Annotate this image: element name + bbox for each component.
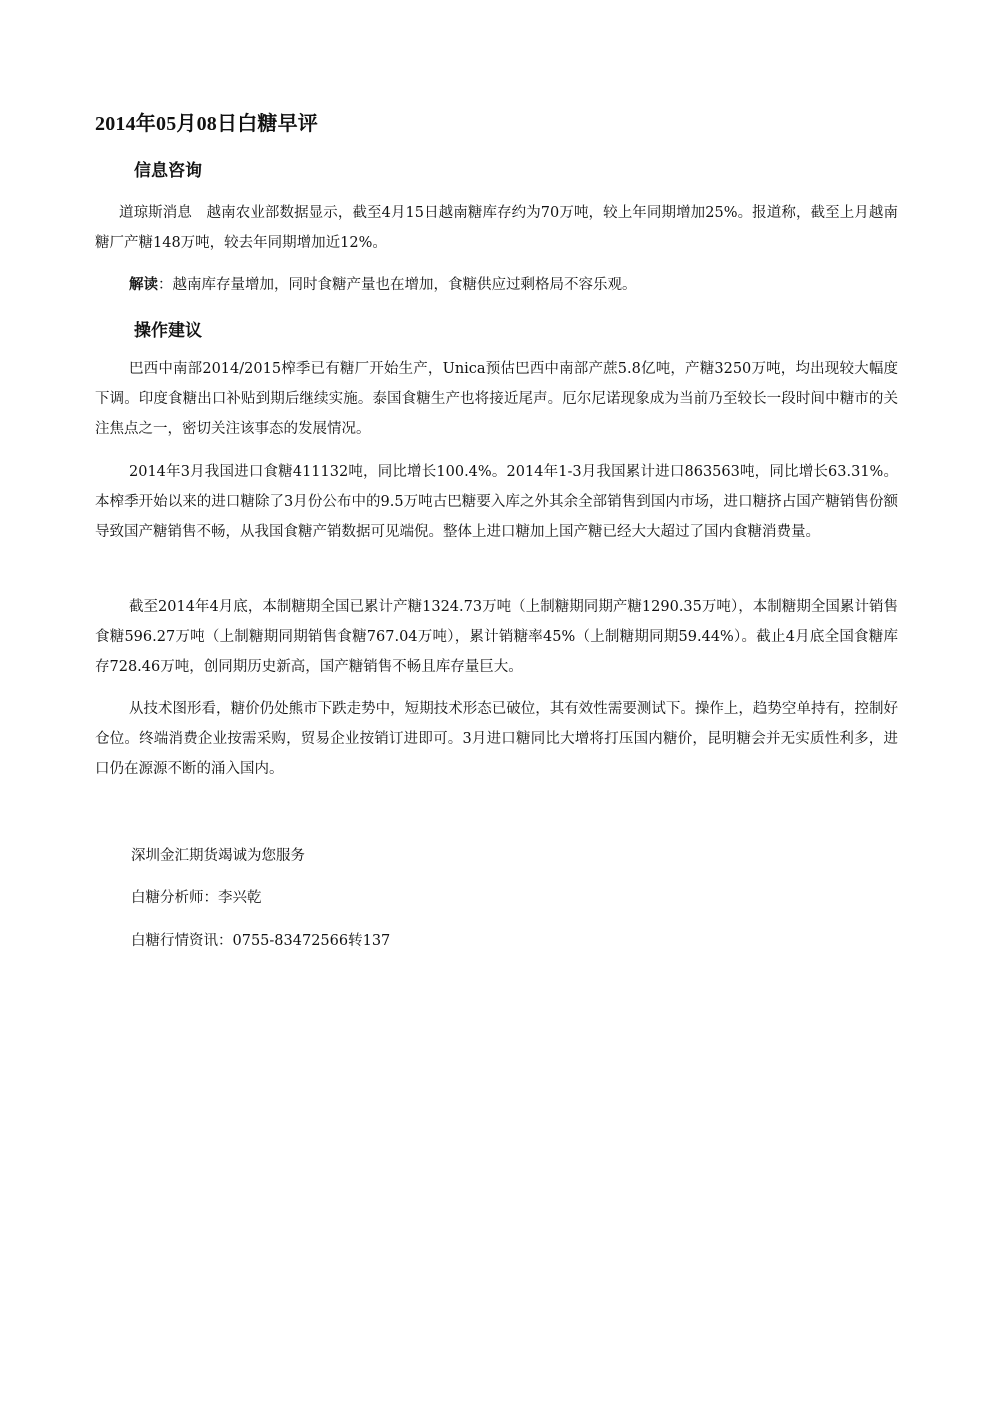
interpretation bbox=[129, 270, 637, 300]
advice-paragraph-4: 从技术图形看，糖价仍处熊市下跌走势中，短期技术形态已破位，其有效性需要测试下。操作上，趋势空单持有，控制好仓位。终端消费企业按需采购，贸易企业按销订进即可。3月进口糖同比大增将打压国内糖价，昆明糖会并无实质性利多，进口仍在源源不断的涌入国内。 bbox=[95, 701, 898, 777]
advice-paragraph-1: 巴西中南部2014/2015榨季已有糖厂开始生产，Unica预估巴西中南部产蔗5.8亿吨，产糖3250万吨，均出现较大幅度下调。印度食糖出口补贴到期后继续实施。泰国食糖生产也将接近尾声。厄尔尼诺现象成为当前乃至较长一段时间中糖市的关注焦点之一，密切关注该事态的发展情况。 bbox=[95, 361, 898, 437]
footer-service: 深圳金汇期货竭诚为您服务 bbox=[131, 848, 305, 864]
info-paragraph: 道琼斯消息 越南农业部数据显示，截至4月15日越南糖库存约为70万吨，较上年同期增加25%。报道称，截至上月越南糖厂产糖148万吨，较去年同期增加近12%。 bbox=[95, 205, 898, 251]
interpretation-label: 解读 bbox=[129, 276, 158, 293]
advice-paragraph-2: 2014年3月我国进口食糖411132吨，同比增长100.4%。2014年1-3月我国累计进口863563吨，同比增长63.31%。本榨季开始以来的进口糖除了3月份公布中的9.5万吨古巴糖要入库之外其余全部销售到国内市场，进口糖挤占国产糖销售份额导致国产糖销售不畅，从我国食糖产销数据可见端倪。整体上进口糖加上国产糖已经大大超过了国内食糖消费量。 bbox=[95, 464, 898, 540]
footer-contact: 白糖行情资讯：0755-83472566转137 bbox=[131, 933, 391, 949]
advice-paragraph-3: 截至2014年4月底，本制糖期全国已累计产糖1324.73万吨（上制糖期同期产糖1290.35万吨），本制糖期全国累计销售食糖596.27万吨（上制糖期同期销售食糖767.04万吨），累计销糖率45%（上制糖期同期59.44%）。截止4月底全国食糖库存728.46万吨，创同期历史新高，国产糖销售不畅且库存量巨大。 bbox=[95, 599, 898, 675]
section-heading-advice: 操作建议 bbox=[134, 321, 202, 341]
document-title: 2014年05月08日白糖早评 bbox=[95, 113, 318, 135]
interpretation-text: ：越南库存量增加，同时食糖产量也在增加，食糖供应过剩格局不容乐观。 bbox=[158, 277, 637, 293]
section-heading-info: 信息咨询 bbox=[134, 161, 202, 181]
footer-analyst: 白糖分析师：李兴乾 bbox=[131, 890, 262, 906]
